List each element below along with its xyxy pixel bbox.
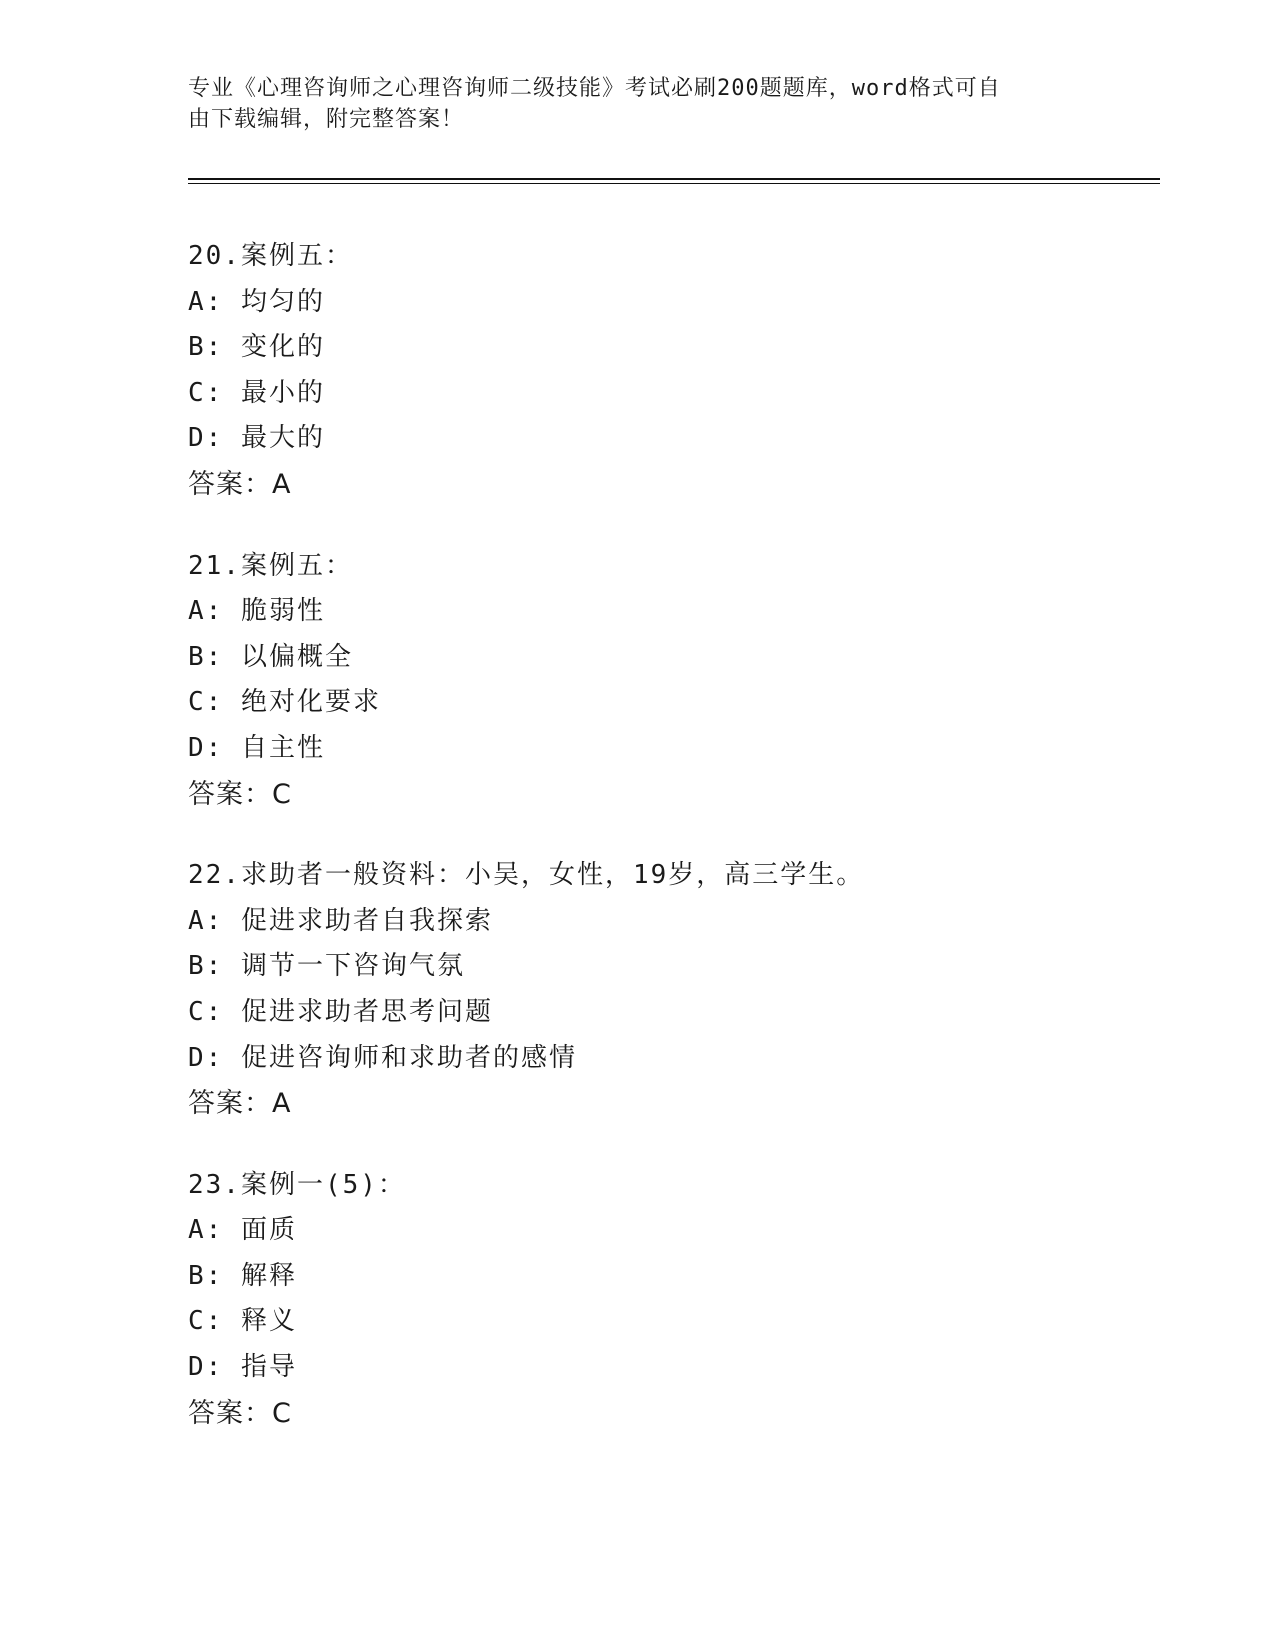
option-b: B: 调节一下咨询气氛 [188, 951, 465, 982]
option-a: A: 面质 [188, 1215, 297, 1246]
document-header [188, 73, 1088, 135]
answer-text: 答案：C [188, 1397, 292, 1429]
header-line-1: 专业《心理咨询师之心理咨询师二级技能》考试必刷200题题库，word格式可自 [188, 76, 1001, 101]
option-a: A: 脆弱性 [188, 596, 325, 627]
option-d: D: 指导 [188, 1352, 297, 1383]
option-d: D: 促进咨询师和求助者的感情 [188, 1042, 577, 1073]
option-d: D: 自主性 [188, 732, 325, 763]
option-b: B: 变化的 [188, 332, 325, 363]
question-stem: 22.求助者一般资料：小吴，女性，19岁，高三学生。 [188, 860, 865, 891]
question-stem: 20.案例五： [188, 241, 353, 271]
question-23 [188, 1163, 1148, 1437]
header-divider-thick [188, 178, 1160, 180]
answer-text: 答案：A [188, 1088, 292, 1120]
question-22 [188, 853, 1148, 1127]
question-stem: 23.案例一(5)： [188, 1169, 406, 1200]
option-b: B: 以偏概全 [188, 641, 353, 672]
option-d: D: 最大的 [188, 423, 325, 454]
option-c: C: 绝对化要求 [188, 687, 381, 718]
question-stem: 21.案例五： [188, 550, 353, 581]
question-list [188, 234, 1148, 1472]
question-20 [188, 234, 1148, 508]
answer-text: 答案：A [188, 468, 292, 500]
header-line-2: 由下载编辑，附完整答案！ [188, 107, 465, 132]
option-a: A: 均匀的 [188, 286, 325, 317]
option-c: C: 释义 [188, 1306, 297, 1337]
question-21 [188, 544, 1148, 818]
option-a: A: 促进求助者自我探索 [188, 905, 493, 936]
option-c: C: 促进求助者思考问题 [188, 996, 493, 1027]
option-b: B: 解释 [188, 1260, 297, 1291]
answer-text: 答案：C [188, 778, 292, 810]
option-c: C: 最小的 [188, 377, 325, 408]
header-divider-thin [188, 183, 1160, 184]
